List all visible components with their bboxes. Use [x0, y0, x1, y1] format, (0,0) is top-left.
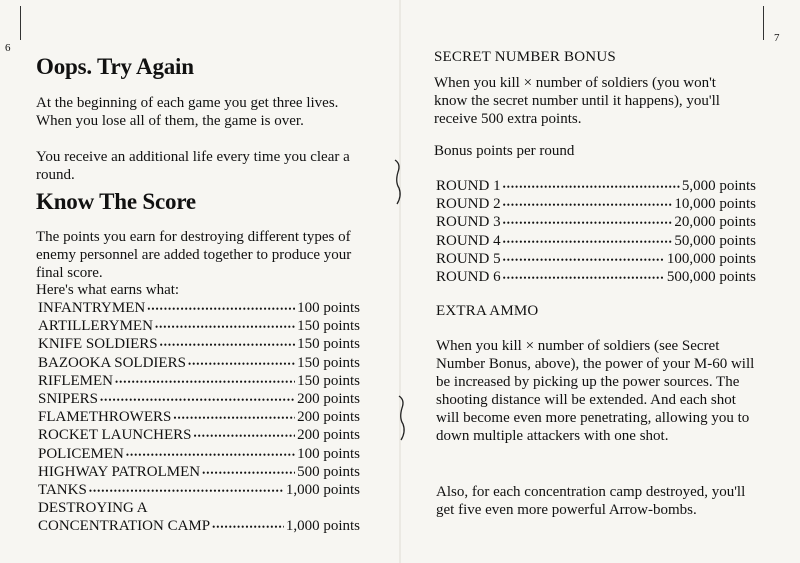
leader-dots [503, 214, 673, 232]
score-row [38, 372, 360, 390]
page-number: 6 [5, 42, 11, 54]
round-row [436, 232, 756, 250]
round-points: 500,000 points [666, 268, 756, 285]
score-points: 200 points [297, 390, 360, 407]
score-row [38, 463, 360, 481]
round-points: 100,000 points [666, 250, 756, 267]
round-points: 10,000 points [674, 196, 756, 213]
score-paragraph: The points you earn for destroying different types of enemy personnel are added together to produce your final score. [36, 229, 352, 281]
score-label: TANKS [38, 481, 87, 498]
score-row-label-only [38, 499, 360, 517]
score-points: 200 points [297, 427, 360, 444]
heading-try-again: Oops. Try Again [36, 54, 194, 79]
leader-dots [503, 178, 680, 196]
leader-dots [89, 482, 284, 500]
leader-dots [115, 373, 295, 391]
score-points: 1,000 points [285, 518, 360, 535]
score-points: 100 points [297, 445, 360, 462]
leader-dots [202, 464, 295, 482]
leader-dots [503, 233, 673, 251]
binding-hook-mark [396, 394, 408, 442]
score-label: DESTROYING A [38, 500, 148, 517]
arrow-bombs-paragraph: Also, for each concentration camp destroyed, you'll get five even more powerful Arrow-bombs. [436, 484, 746, 518]
round-row [436, 250, 756, 268]
score-points: 150 points [297, 354, 360, 371]
score-label: RIFLEMEN [38, 372, 113, 389]
round-list [436, 177, 756, 286]
score-points: 150 points [297, 372, 360, 389]
score-points: 1,000 points [285, 481, 360, 498]
score-label: ROCKET LAUNCHERS [38, 427, 192, 444]
round-points: 20,000 points [674, 214, 756, 231]
score-label: BAZOOKA SOLDIERS [38, 354, 186, 371]
heading-secret-bonus: SECRET NUMBER BONUS [434, 49, 616, 65]
round-row [436, 213, 756, 231]
leader-dots [155, 318, 295, 336]
leader-dots [126, 446, 295, 464]
round-label: ROUND 6 [436, 268, 501, 285]
left-page [0, 0, 398, 563]
leader-dots [173, 409, 295, 427]
lives-paragraph: At the beginning of each game you get three lives. When you lose all of them, the game is over. [36, 95, 339, 129]
secret-bonus-paragraph: When you kill × number of soldiers (you won't know the secret number until it happens), you'll receive 500 extra points. [434, 75, 720, 127]
score-label: ARTILLERYMEN [38, 318, 153, 335]
leader-dots [212, 518, 284, 536]
round-label: ROUND 3 [436, 214, 501, 231]
score-label: SNIPERS [38, 390, 99, 407]
page-gutter [399, 0, 401, 563]
leader-dots [194, 427, 296, 445]
score-label: HIGHWAY PATROLMEN [38, 463, 201, 480]
score-points: 100 points [297, 300, 360, 316]
round-row [436, 195, 756, 213]
leader-dots [503, 269, 665, 287]
score-points: 150 points [297, 336, 360, 353]
score-row [38, 354, 360, 372]
leader-dots [160, 336, 295, 354]
score-row [38, 335, 360, 353]
round-points: 50,000 points [674, 232, 756, 249]
heading-know-score: Know The Score [36, 189, 196, 214]
bonus-intro: Bonus points per round [434, 143, 575, 159]
score-label: INFANTRYMEN [38, 300, 146, 316]
heading-extra-ammo: EXTRA AMMO [436, 303, 539, 319]
leader-dots [147, 300, 295, 318]
list-intro: Here's what earns what: [36, 282, 180, 298]
round-label: ROUND 1 [436, 178, 501, 194]
extra-life-paragraph: You receive an additional life every time you clear a round. [36, 149, 350, 183]
score-row [38, 517, 360, 535]
round-points: 5,000 points [681, 178, 756, 194]
leader-dots [100, 391, 295, 409]
page-rule [20, 6, 21, 40]
round-label: ROUND 5 [436, 250, 501, 267]
page-rule [763, 6, 764, 40]
score-row [38, 481, 360, 499]
score-points: 150 points [297, 318, 360, 335]
score-row [38, 317, 360, 335]
round-label: ROUND 2 [436, 196, 501, 213]
score-points: 500 points [297, 463, 360, 480]
score-label: FLAMETHROWERS [38, 409, 172, 426]
score-label: POLICEMEN [38, 445, 124, 462]
right-page [402, 0, 800, 563]
score-row [38, 299, 360, 317]
score-row [38, 445, 360, 463]
score-row [38, 390, 360, 408]
score-label: CONCENTRATION CAMP [38, 518, 211, 535]
score-points: 200 points [297, 409, 360, 426]
leader-dots [503, 196, 673, 214]
round-label: ROUND 4 [436, 232, 501, 249]
leader-dots [503, 251, 665, 269]
score-row [38, 408, 360, 426]
score-list [38, 299, 360, 535]
page-number: 7 [774, 32, 780, 44]
round-row [436, 268, 756, 286]
extra-ammo-paragraph: When you kill × number of soldiers (see Secret Number Bonus, above), the power of your M-60 will be increased by picking up the power sources. The shooting distance will be extended. And each shot will become even more penetrating, allowing you to down multiple attackers with one shot. [436, 338, 755, 444]
round-row [436, 177, 756, 195]
score-row [38, 426, 360, 444]
leader-dots [188, 355, 295, 373]
score-label: KNIFE SOLDIERS [38, 336, 158, 353]
